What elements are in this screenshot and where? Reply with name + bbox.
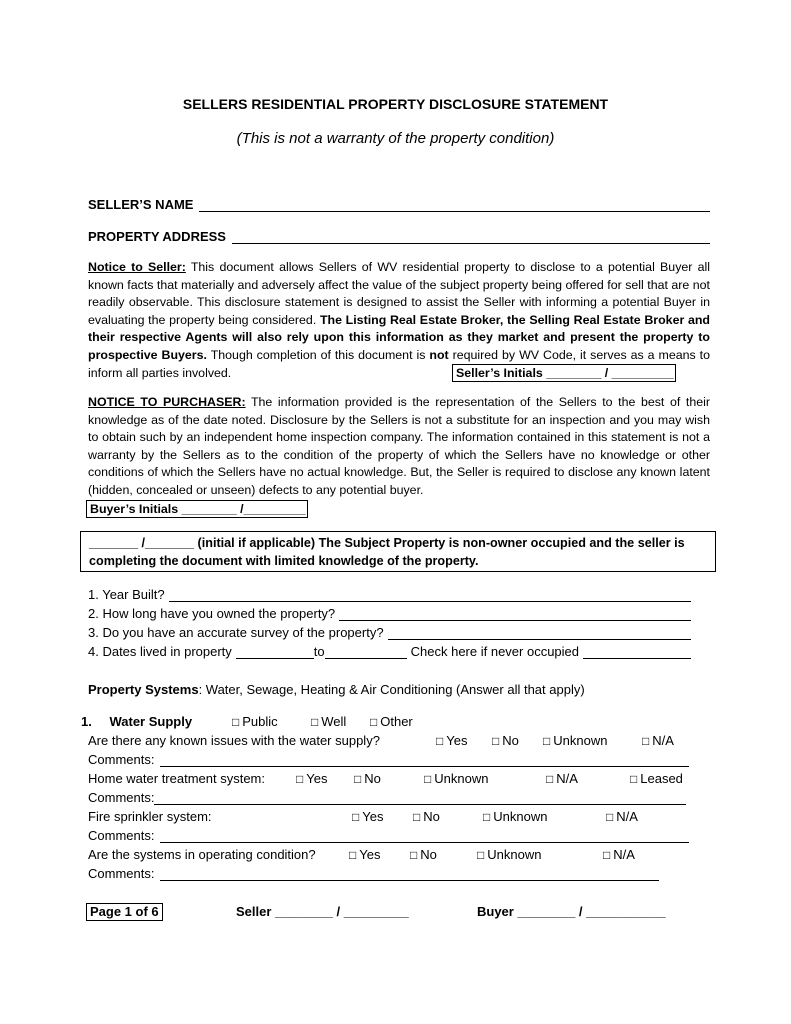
dates-to-field[interactable]: [325, 647, 407, 659]
question-dates-lived: [88, 644, 691, 659]
issues-comments-row: [88, 752, 689, 767]
property-address-field[interactable]: [232, 232, 710, 244]
seller-initials-box[interactable]: Seller’s Initials ________ / _________: [452, 364, 676, 382]
comments-label: Comments:: [88, 752, 155, 767]
question-label: 1. Year Built?: [88, 587, 165, 602]
document-subtitle: (This is not a warranty of the property condition): [236, 130, 555, 147]
sprinkler-no-checkbox[interactable]: □ No: [413, 809, 440, 824]
document-title: SELLERS RESIDENTIAL PROPERTY DISCLOSURE STATEMENT: [182, 96, 609, 112]
seller-name-label: SELLER’S NAME: [88, 197, 194, 212]
notice-purchaser-heading: NOTICE TO PURCHASER:: [88, 395, 246, 409]
dates-lived-label: 4. Dates lived in property: [88, 644, 232, 659]
comments-label: Comments:: [88, 866, 155, 881]
sprinkler-comments-field[interactable]: [160, 831, 689, 843]
never-occupied-field[interactable]: [583, 647, 691, 659]
seller-name-row: [88, 197, 710, 212]
operating-yes-checkbox[interactable]: □ Yes: [349, 847, 380, 862]
sprinkler-yes-checkbox[interactable]: □ Yes: [352, 809, 383, 824]
buyer-initials-box[interactable]: Buyer’s Initials ________ /_________: [86, 500, 308, 518]
seller-name-field[interactable]: [199, 200, 710, 212]
comments-label: Comments:: [88, 828, 155, 843]
notice-purchaser-text: The information provided is the representation of the Sellers to the best of their knowledge as of the date noted. Disclosure by the Sellers is not a substitute for an inspection and you may wish to obtain such by an independent home inspection company. The information contained in this statement is not a warranty by the Sellers as to the condition of the property of which the Sellers have no knowledge or other conditions of which the Sellers have no actual knowledge. But, the Seller is required to disclose any known latent (hidden, concealed or unseen) defects to any potential buyer.: [88, 395, 710, 497]
page-number: Page 1 of 6: [86, 903, 163, 921]
operating-no-checkbox[interactable]: □ No: [410, 847, 437, 862]
property-systems-desc: : Water, Sewage, Heating & Air Conditioning (Answer all that apply): [198, 682, 585, 697]
question-label: 3. Do you have an accurate survey of the property?: [88, 625, 384, 640]
water-public-checkbox[interactable]: □ Public: [232, 714, 278, 729]
water-other-checkbox[interactable]: □ Other: [370, 714, 413, 729]
water-issues-question: Are there any known issues with the water supply?: [88, 733, 380, 748]
sprinkler-unknown-checkbox[interactable]: □ Unknown: [483, 809, 547, 824]
operating-condition-question: Are the systems in operating condition?: [88, 847, 316, 862]
notice-seller-text3: required by WV Code, it serves as a means to inform all parties involved.: [88, 347, 711, 380]
notice-seller-text2: Though completion of this document is: [206, 347, 430, 362]
water-supply-number: 1.: [81, 714, 92, 729]
treatment-unknown-checkbox[interactable]: □ Unknown: [424, 771, 488, 786]
notice-seller-bold: The Listing Real Estate Broker, the Selling Real Estate Broker and their respective Agents will also rely upon this information as they market and present the property to prospective Buyers.: [88, 312, 710, 362]
water-supply-title: Water Supply: [109, 714, 193, 729]
operating-unknown-checkbox[interactable]: □ Unknown: [477, 847, 541, 862]
year-built-field[interactable]: [169, 590, 691, 602]
water-well-checkbox[interactable]: □ Well: [311, 714, 346, 729]
property-address-label: PROPERTY ADDRESS: [88, 229, 226, 244]
property-systems-heading: [88, 682, 585, 697]
property-address-row: [88, 229, 710, 244]
comments-label: Comments:: [88, 790, 155, 805]
water-treatment-question: Home water treatment system:: [88, 771, 265, 786]
property-systems-label: Property Systems: [88, 682, 199, 697]
notice-seller-not: not: [429, 347, 449, 362]
dates-from-field[interactable]: [236, 647, 314, 659]
issues-yes-checkbox[interactable]: □ Yes: [436, 733, 467, 748]
question-owned: [88, 606, 691, 621]
treatment-yes-checkbox[interactable]: □ Yes: [296, 771, 327, 786]
footer-seller-initials[interactable]: Seller ________ / _________: [236, 904, 409, 919]
question-year-built: [88, 587, 691, 602]
notice-seller-heading: Notice to Seller:: [88, 260, 186, 274]
issues-na-checkbox[interactable]: □ N/A: [642, 733, 674, 748]
non-owner-occupied-box[interactable]: _______ /_______ (initial if applicable) The Subject Property is non-owner occupied and the seller is completing the document with limited knowledge of the property.: [80, 531, 716, 572]
treatment-na-checkbox[interactable]: □ N/A: [546, 771, 578, 786]
water-supply-heading: [81, 714, 192, 729]
notice-seller-text: This document allows Sellers of WV residential property to disclose to a potential Buyer all known facts that materially and adversely affect the value of the subject property being offered for sell that are not readily observable. This disclosure statement is designed to assist the Seller with informing a potential Buyer in evaluating the property being considered.: [88, 260, 711, 327]
operating-comments-field[interactable]: [160, 869, 659, 881]
question-label: 2. How long have you owned the property?: [88, 606, 336, 621]
treatment-no-checkbox[interactable]: □ No: [354, 771, 381, 786]
question-survey: [88, 625, 691, 640]
sprinkler-na-checkbox[interactable]: □ N/A: [606, 809, 638, 824]
footer-buyer-initials[interactable]: Buyer ________ / ___________: [477, 904, 666, 919]
sprinkler-comments-row: [88, 828, 689, 843]
fire-sprinkler-question: Fire sprinkler system:: [88, 809, 212, 824]
operating-comments-row: [88, 866, 659, 881]
treatment-leased-checkbox[interactable]: □ Leased: [630, 771, 683, 786]
treatment-comments-row: [88, 790, 686, 805]
dates-to-label: to: [313, 644, 325, 659]
owned-duration-field[interactable]: [339, 609, 691, 621]
notice-to-purchaser: [88, 394, 710, 500]
never-occupied-label: Check here if never occupied: [410, 644, 580, 659]
operating-na-checkbox[interactable]: □ N/A: [603, 847, 635, 862]
issues-comments-field[interactable]: [160, 755, 689, 767]
issues-no-checkbox[interactable]: □ No: [492, 733, 519, 748]
treatment-comments-field[interactable]: [154, 793, 686, 805]
survey-field[interactable]: [388, 628, 691, 640]
issues-unknown-checkbox[interactable]: □ Unknown: [543, 733, 607, 748]
